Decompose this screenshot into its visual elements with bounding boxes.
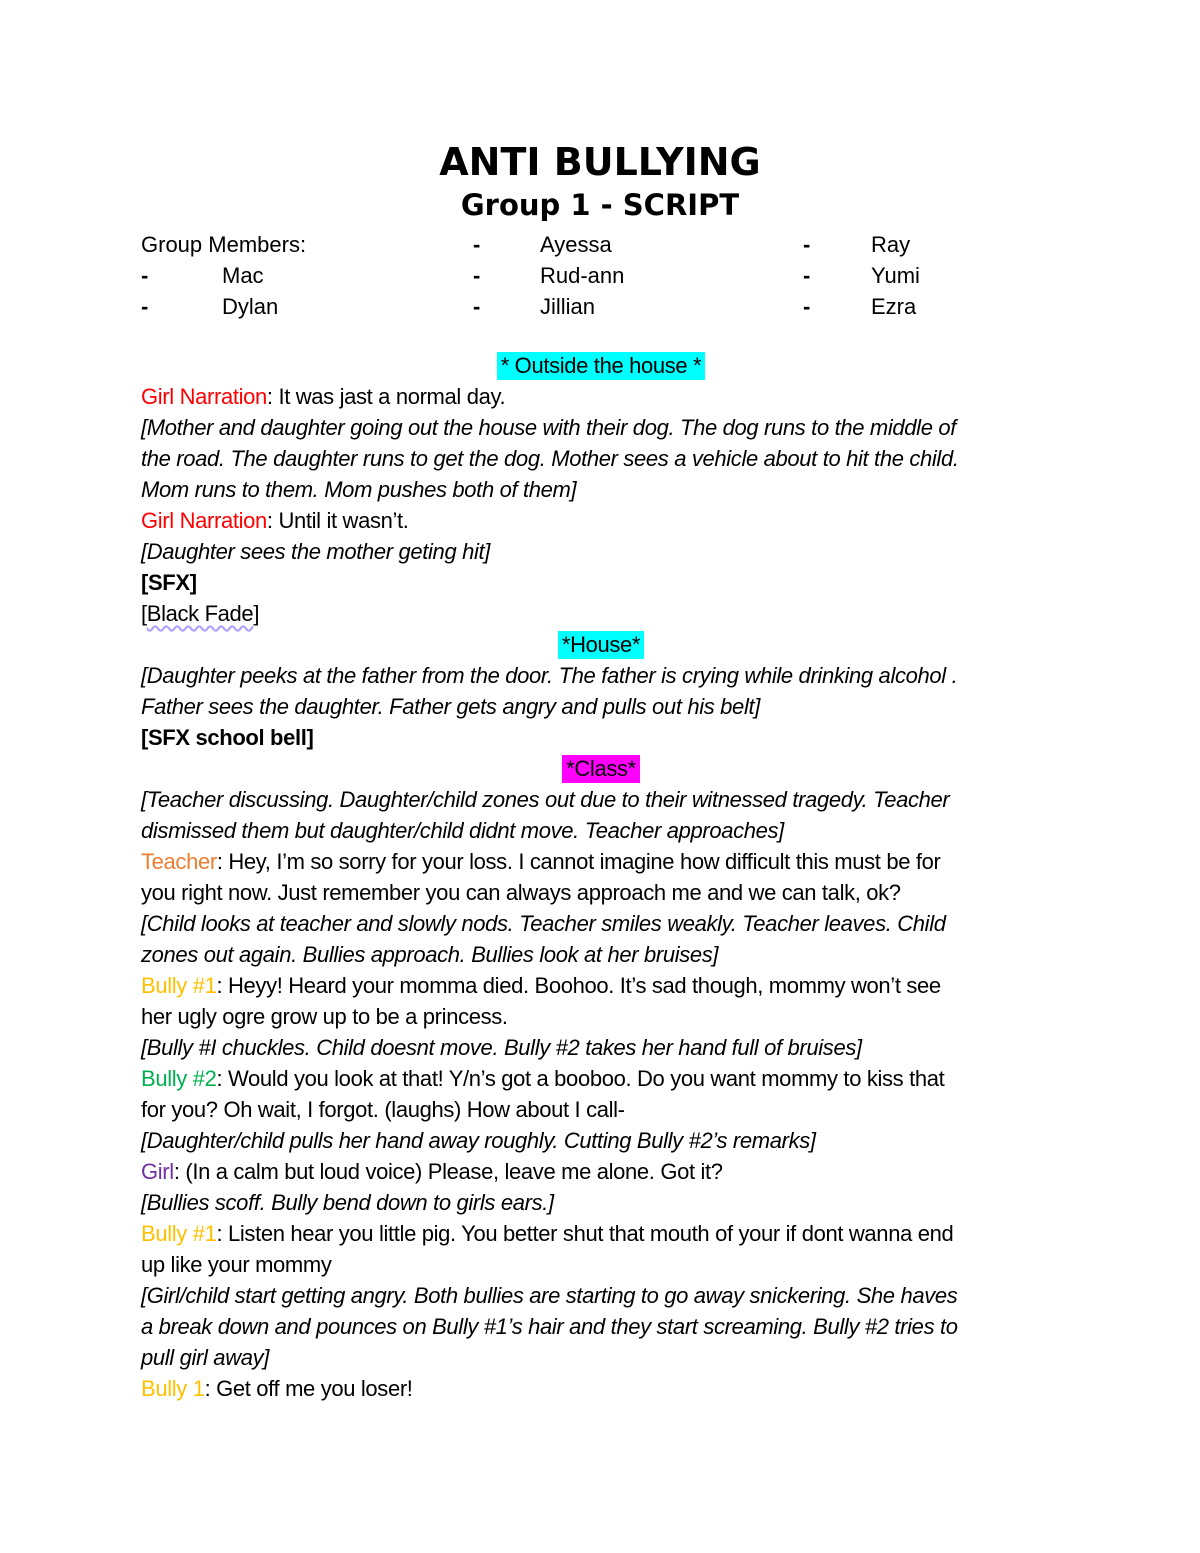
dialogue-line [141,1156,1061,1187]
stage-direction: [Bullies scoff. Bully bend down to girls ears.] [141,1190,554,1215]
stage-direction: [Daughter/child pulls her hand away roughly. Cutting Bully #2’s remarks] [141,1128,816,1153]
dialogue-text: : (In a calm but loud voice) Please, leave me alone. Got it? [173,1159,723,1184]
stage-direction: zones out again. Bullies approach. Bullies look at her bruises] [141,942,719,967]
bullet-dash: - [473,294,481,319]
bracket-open: [ [141,601,147,626]
stage-direction: [Daughter peeks at the father from the door. The father is crying while drinking alcohol . [141,663,958,688]
bullet-dash: - [803,294,811,319]
bullet-dash: - [141,294,149,319]
stage-direction: pull girl away] [141,1345,270,1370]
scene-heading [141,350,1061,381]
dialogue-line [141,970,1061,1001]
stage-direction: a break down and pounces on Bully #1’s hair and they start screaming. Bully #2 tries to [141,1314,958,1339]
fade-cue [141,598,1061,629]
speaker-bully-1: Bully #1 [141,1221,217,1246]
dialogue-line [141,1063,1061,1094]
dialogue-line [141,505,1061,536]
speaker-teacher: Teacher [141,849,217,874]
dialogue-text: : Hey, I’m so sorry for your loss. I cannot imagine how difficult this must be for [216,849,941,874]
speaker-girl: Girl [141,1159,174,1184]
dialogue-text: : Listen hear you little pig. You better shut that mouth of your if dont wanna end [216,1221,954,1246]
dialogue-text: : Get off me you loser! [204,1376,413,1401]
scene-heading [141,753,1061,784]
sfx-cue: [SFX school bell] [141,725,314,750]
document-title: ANTI BULLYING [439,140,761,184]
bracket-close: ] [253,601,260,626]
dialogue-line [141,1373,1061,1404]
dialogue-text: her ugly ogre grow up to be a princess. [141,1004,508,1029]
bullet-dash: - [141,263,149,288]
stage-direction: [Bully #I chuckles. Child doesnt move. Bully #2 takes her hand full of bruises] [141,1035,862,1060]
stage-direction: [Child looks at teacher and slowly nods. Teacher smiles weakly. Teacher leaves. Child [141,911,946,936]
dialogue-text: up like your mommy [141,1252,332,1277]
dialogue-text: : Until it wasn’t. [266,508,409,533]
dialogue-line [141,381,1061,412]
fade-text: Black Fade [146,601,254,626]
speaker-bully-2: Bully #2 [141,1066,217,1091]
dialogue-text: you right now. Just remember you can always approach me and we can talk, ok? [141,880,901,905]
member-name: Dylan [222,294,279,319]
stage-direction: dismissed them but daughter/child didnt move. Teacher approaches] [141,818,784,843]
document-subtitle: Group 1 - SCRIPT [460,188,740,222]
bullet-dash: - [473,232,481,257]
dialogue-line [141,846,1061,877]
bullet-dash: - [803,232,811,257]
stage-direction: [Daughter sees the mother geting hit] [141,539,491,564]
dialogue-text: : Heyy! Heard your momma died. Boohoo. It’s sad though, mommy won’t see [216,973,941,998]
dialogue-text: for you? Oh wait, I forgot. (laughs) How about I call- [141,1097,625,1122]
speaker-girl-narration: Girl Narration [141,384,267,409]
stage-direction: [Girl/child start getting angry. Both bullies are starting to go away snickering. She haves [141,1283,958,1308]
bullet-dash: - [473,263,481,288]
member-name: Jillian [540,294,596,319]
scene-heading [141,629,1061,660]
scene-outside: * Outside the house * [497,352,706,380]
member-name: Mac [222,263,264,288]
speaker-girl-narration: Girl Narration [141,508,267,533]
dialogue-text: : It was jast a normal day. [266,384,506,409]
stage-direction: [Mother and daughter going out the house with their dog. The dog runs to the middle of [141,415,957,440]
sfx-cue: [SFX] [141,570,197,595]
scene-class: *Class* [562,755,640,783]
member-name: Ezra [871,294,917,319]
stage-direction: [Teacher discussing. Daughter/child zones out due to their witnessed tragedy. Teacher [141,787,950,812]
dialogue-text: : Would you look at that! Y/n’s got a booboo. Do you want mommy to kiss that [216,1066,945,1091]
stage-direction: Mom runs to them. Mom pushes both of them] [141,477,577,502]
stage-direction: the road. The daughter runs to get the dog. Mother sees a vehicle about to hit the child. [141,446,959,471]
member-name: Ray [871,232,911,257]
member-name: Ayessa [540,232,612,257]
speaker-bully-1: Bully #1 [141,973,217,998]
dialogue-line [141,1218,1061,1249]
speaker-bully-1: Bully 1 [141,1376,205,1401]
bullet-dash: - [803,263,811,288]
stage-direction: Father sees the daughter. Father gets angry and pulls out his belt] [141,694,761,719]
group-members-label: Group Members: [141,232,307,257]
member-name: Rud-ann [540,263,625,288]
script-body [141,350,1061,1404]
scene-house: *House* [558,631,644,659]
member-name: Yumi [871,263,920,288]
